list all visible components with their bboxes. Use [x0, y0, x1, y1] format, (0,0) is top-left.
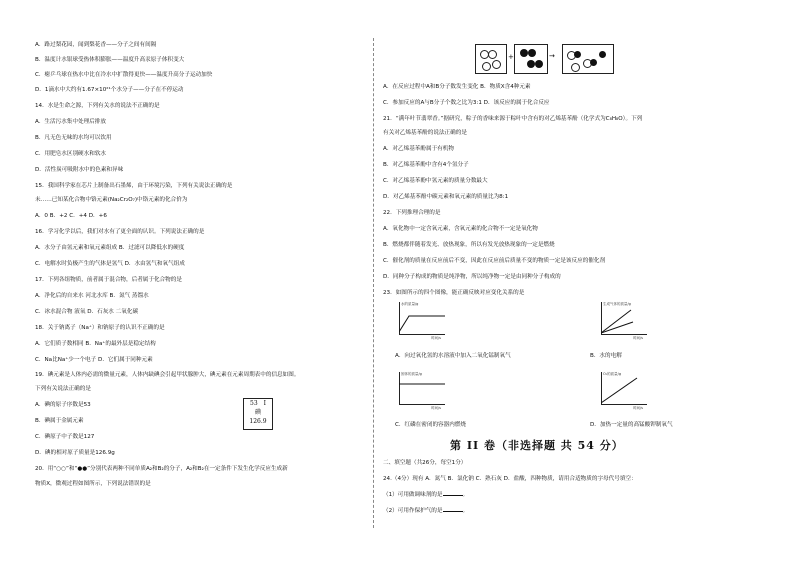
- axis-label: 时间/s: [431, 406, 442, 410]
- atomic-mass: 126.9: [249, 418, 267, 425]
- plus-icon: +: [508, 53, 514, 61]
- graph-c-curve: [399, 372, 447, 405]
- option-line: C．用肥皂水区别硬水和软水: [35, 151, 107, 157]
- question-21: 21．“满年叶节翡翠香。”据研究，粽子的香味来源于粽叶中含有的对乙烯基苯酚（化学式为C₈H₈O）。下列: [383, 116, 643, 122]
- option-line: A．0 B．+2 C．+4 D．+6: [35, 213, 107, 219]
- molecule-b-icon: [527, 60, 535, 68]
- graph-c-caption: C．红磷在密闭的容器内燃烧: [395, 422, 467, 428]
- molecule-b-icon: [535, 60, 543, 68]
- period: 。: [462, 492, 469, 498]
- option-line: A．它们质子数相同 B．Na⁺的最外层是稳定结构: [35, 341, 156, 347]
- molecule-a-icon: [488, 50, 497, 59]
- graph-a: [395, 302, 447, 340]
- question-17: 17．下列各组物质，前者属于混合物，后者属于化合物的是: [35, 277, 182, 283]
- option-line: C．催化剂的质量在反应前后不变，因此在反应前后质量不变的物质一定是该反应的催化剂: [383, 258, 606, 264]
- option-line: B．温度计水银球受热体积膨胀——温度升高汞原子体积变大: [35, 57, 185, 63]
- option-line: A．氧化物中一定含氧元素，含氧元素的化合物不一定是氧化物: [383, 226, 538, 232]
- graph-d-curve: [601, 372, 649, 405]
- option-line: A．净化后的自来水 河北水库 B．氮气 蒸馏水: [35, 293, 149, 299]
- question-19: 19．碘元素是人体内必需的微量元素，人体内缺碘会引起甲状腺肿大，碘元素在元素周期表中的信息如图。: [35, 372, 300, 378]
- atomic-number: 53: [250, 400, 258, 407]
- question-15: 15．我国科学家在芯片上制备出石墨烯，由于环境污染，下列有关说法正确的是: [35, 183, 233, 189]
- graph-d: [597, 372, 649, 410]
- option-line: D．活性炭可吸附水中的色素和异味: [35, 167, 124, 173]
- question-19-cont: 下列有关说法正确的是: [35, 386, 91, 392]
- molecule-b-icon: [574, 51, 581, 58]
- option-line: D．碘的相对原子质量是126.9g: [35, 450, 115, 456]
- reactant-a-box: [475, 44, 507, 74]
- graph-a-curve: [399, 302, 447, 335]
- section-title: 第 II 卷（非选择题 共 54 分）: [450, 439, 624, 452]
- reactant-b-box: [514, 44, 548, 74]
- molecule-b-icon: [528, 49, 536, 57]
- axis-label: O₂的质量/g: [603, 372, 622, 376]
- question-14: 14．水是生命之源，下列有关水的说法不正确的是: [35, 103, 160, 109]
- graph-a-caption: A．向过氧化氢的水溶液中加入二氧化锰制氧气: [395, 353, 511, 359]
- option-line: D．同种分子构成的物质是纯净物，所以纯净物一定是由同种分子构成的: [383, 274, 561, 280]
- molecule-a-icon: [571, 63, 580, 72]
- option-line: A．对乙烯基苯酚属于有机物: [383, 146, 454, 152]
- question-24: 24.（4分）现有 A．氮气 B．氯化钠 C．熟石灰 D．盐酸，四种物质，请用合适物质的字母代号填空：: [383, 476, 637, 482]
- molecule-a-icon: [492, 60, 501, 69]
- element-number-row: [244, 399, 272, 408]
- axis-label: 固体的质量/g: [401, 372, 422, 376]
- graph-c: [395, 372, 447, 410]
- molecule-b-icon: [520, 49, 528, 57]
- element-name: 碘: [254, 409, 261, 416]
- question-22: 22．下列推理合理的是: [383, 210, 441, 216]
- question-24-part-1: [383, 492, 468, 499]
- option-line: B．凡无色无味的水均可以饮用: [35, 135, 112, 141]
- arrow-icon: →: [549, 52, 555, 60]
- option-line: B．对乙烯基苯酚中含有4个氢分子: [383, 162, 469, 168]
- option-line: A．在反应过程中A和B分子数发生变化 B．物质X含4种元素: [383, 84, 531, 90]
- axis-label: 时间/s: [431, 336, 442, 340]
- molecule-a-icon: [482, 62, 491, 71]
- question-16: 16．学习化学以后，我们对水有了更全面的认识。下列说法正确的是: [35, 229, 205, 235]
- answer-blank[interactable]: [443, 511, 463, 512]
- axis-label: 水的质量/g: [401, 302, 419, 306]
- option-line: C．瘪乒乓球在热水中比在冷水中扩散得更快——温度升高分子运动加快: [35, 72, 213, 78]
- option-line: B．碘属于金属元素: [35, 418, 84, 424]
- option-line: D．对乙烯基苯酚中碳元素和氧元素的质量比为8:1: [383, 194, 509, 200]
- question-24-part-2: [383, 508, 468, 515]
- option-line: C．对乙烯基苯酚中氢元素的质量分数最大: [383, 178, 488, 184]
- question-23: 23．如图所示的四个图像，能正确反映对应变化关系的是: [383, 290, 525, 296]
- part-text: （2）可用作保护气的是: [383, 508, 443, 514]
- option-line: A．路过梨花园，闻到梨花香——分子之间有间隔: [35, 42, 157, 48]
- option-line: B．燃烧都伴随着发光、放热现象，所以有发光放热现象的一定是燃烧: [383, 242, 555, 248]
- option-line: A．水分子由氢元素和氧元素组成 B．过滤可以降低水的硬度: [35, 245, 185, 251]
- answer-blank[interactable]: [443, 495, 463, 496]
- option-line: C．电解水时负极产生的气体是氢气 D．水由氢气和氧气组成: [35, 261, 185, 267]
- axis-label: 生成气体的质量/g: [603, 302, 631, 306]
- option-line: A．碘的原子序数是53: [35, 402, 91, 408]
- question-20: 20．用“○○”和“●●”分别代表两种不同单质A₂和B₂的分子，A₂和B₂在一定条件下发生化学反应生成新: [35, 466, 288, 472]
- graph-d-caption: D．加热一定量的高锰酸钾制氧气: [590, 422, 673, 428]
- column-divider: [373, 38, 374, 528]
- iodine-element-card: [243, 398, 273, 430]
- option-line: C．参加反应的A与B分子个数之比为3:1 D．该反应的属于化合反应: [383, 100, 550, 106]
- option-line: C．冰水混合物 液氧 D．石灰水 二氧化碳: [35, 309, 139, 315]
- question-18: 18．关于钠离子（Na⁺）和钠原子的认识不正确的是: [35, 325, 165, 331]
- axis-label: 时间/s: [633, 406, 644, 410]
- question-15-cont: 未……已知某化合物中铬元素(Na₂Cr₂O₇)中铬元素的化合价为: [35, 197, 188, 203]
- section-heading: 二、填空题（共26分，每空1分）: [383, 460, 467, 466]
- part-text: （1）可用做调味剂的是: [383, 492, 443, 498]
- period: 。: [462, 508, 469, 514]
- graph-b: [597, 302, 649, 340]
- option-line: C．碘原子中子数是127: [35, 434, 95, 440]
- graph-b-curve: [601, 302, 649, 335]
- question-20-cont: 物质X，微观过程如图所示，下列说法错误的是: [35, 481, 151, 487]
- element-symbol: I: [263, 400, 266, 407]
- axis-label: 时间/s: [633, 336, 644, 340]
- option-line: C．Na比Na⁺少一个电子 D．它们属于同种元素: [35, 357, 153, 363]
- molecule-b-icon: [590, 59, 597, 66]
- question-21-cont: 有关对乙烯基苯酚的说法正确的是: [383, 130, 467, 136]
- option-line: A．生活污水集中处理后排放: [35, 119, 106, 125]
- option-line: D．1滴水中大约有1.67×10²¹个水分子——分子在不停运动: [35, 87, 184, 93]
- molecule-b-icon: [599, 51, 606, 58]
- product-box: [562, 44, 614, 74]
- graph-b-caption: B．水的电解: [590, 353, 622, 359]
